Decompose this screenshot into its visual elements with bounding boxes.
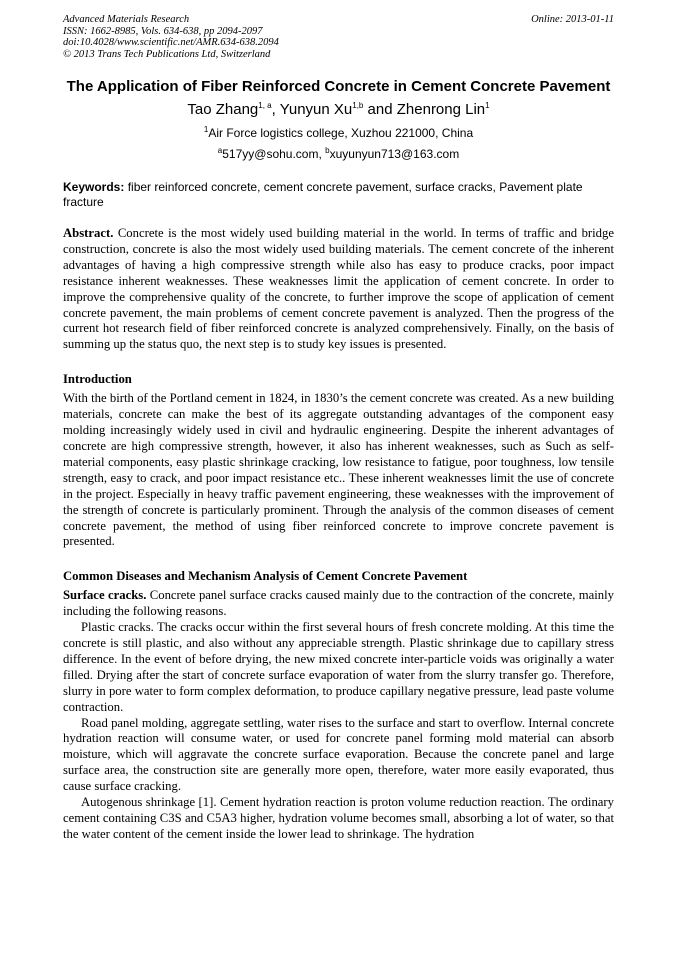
- author-separator: ,: [271, 101, 280, 118]
- affiliation: [63, 125, 614, 141]
- plastic-cracks-paragraph: Plastic cracks. The cracks occur within the first several hours of fresh concrete molding. At this time the concrete is still plastic, and also without any appreciable strength. Plastic shrinkage due to capillary stress difference. In the event of before drying, the new mixed concrete inter-particle voids was originally a water filled. Drying after the start of concrete surface evaporation of water from the slurry transfer go. Therefore, slurry in pore water to form complex deformation, to produce capillary negative pressure, lead paste volume contraction.: [63, 620, 614, 714]
- paper-title: The Application of Fiber Reinforced Concrete in Cement Concrete Pavement: [66, 78, 611, 95]
- keywords-text: fiber reinforced concrete, cement concrete pavement, surface cracks, Pavement plate fracture: [63, 180, 583, 209]
- autogenous-shrinkage-paragraph: Autogenous shrinkage [1]. Cement hydration reaction is proton volume reduction reaction. The ordinary cement containing C3S and C5A3 higher, hydration volume becomes small, absorbing a lot of water, so that the water content of the cement inside the lower lead to shrinkage. The hydration: [63, 795, 614, 841]
- abstract: [63, 226, 614, 353]
- journal-name: Advanced Materials Research: [63, 14, 190, 25]
- author-affil-sup: 1, a: [258, 101, 272, 110]
- keywords: [63, 180, 614, 210]
- affiliation-sup: 1: [203, 125, 209, 134]
- surface-cracks-label: Surface cracks.: [63, 588, 147, 603]
- abstract-label: Abstract.: [63, 226, 114, 240]
- author-name: Yunyun Xu: [279, 101, 353, 118]
- email-sup-a: a: [217, 146, 223, 155]
- email-b: xuyunyun713@163.com: [329, 147, 460, 161]
- section-heading-diseases: Common Diseases and Mechanism Analysis of Cement Concrete Pavement: [63, 569, 468, 584]
- author-affil-sup: 1: [485, 101, 490, 110]
- online-date: Online: 2013-01-11: [531, 14, 614, 25]
- copyright-line: © 2013 Trans Tech Publications Ltd, Switzerland: [63, 48, 271, 60]
- author-emails: [63, 146, 614, 162]
- surface-cracks-paragraph: [63, 588, 614, 620]
- paper-page: [63, 14, 614, 843]
- introduction-heading: Introduction: [63, 372, 132, 387]
- keywords-label: Keywords:: [63, 180, 125, 194]
- road-panel-paragraph: Road panel molding, aggregate settling, water rises to the surface and start to overflow. Internal concrete hydration reaction will consume water, or used for concrete panel forming mold material can absorb moisture, which will aggravate the concrete surface evaporation. Because the concrete panel and large surface area, the construction site are generally more open, therefore, water more easily evaporated, thus cause surface cracking.: [63, 715, 614, 794]
- author-name: Zhenrong Lin: [396, 101, 486, 118]
- email-a: 517yy@sohu.com,: [222, 147, 326, 161]
- author-affil-sup: 1,b: [352, 101, 364, 110]
- author-name: Tao Zhang: [187, 101, 259, 118]
- issn-line: ISSN: 1662-8985, Vols. 634-638, pp 2094-2097: [63, 25, 263, 37]
- email-sup-b: b: [325, 146, 330, 155]
- abstract-text: Concrete is the most widely used building material in the world. In terms of traffic and bridge construction, concrete is also the most widely used building materials. The cement concrete of the inherent advantages of having a high compressive strength while also has easy to produce cracks, poor impact resistance inherent weaknesses. These weaknesses limit the application of cement concrete. In order to improve the comprehensive quality of the concrete, to further improve the scope of application of cement concrete pavement, the main problems of cement concrete pavement is analyzed. Then the progress of the current hot research field of fiber reinforced concrete is analyzed comprehensively. Finally, on the basis of summing up the status quo, the next step is to study key issues is presented.: [63, 226, 614, 352]
- author-line: [63, 100, 614, 120]
- doi-line: doi:10.4028/www.scientific.net/AMR.634-638.2094: [63, 37, 279, 48]
- journal-header: [63, 14, 614, 60]
- introduction-paragraph: With the birth of the Portland cement in 1824, in 1830’s the cement concrete was created. As a new building materials, concrete can make the best of its aggregate outstanding advantages of the component easy molding increasingly widely used in civil and hydraulic engineering. Despite the inherent advantages of concrete are high compressive strength, however, it also has inherent weaknesses, such as Such as self-material components, easy plastic shrinkage cracking, low resistance to fatigue, poor toughness, low tensile strength, easy to crack, and poor impact resistance etc.. These inherent weaknesses limit the use of concrete in the project. Especially in heavy traffic pavement engineering, these weaknesses with the improvement of the strength of concrete is particularly prominent. Through the analysis of the common diseases of cement concrete pavement, the method of using fiber reinforced concrete to improve concrete pavement is presented.: [63, 391, 614, 549]
- affiliation-text: Air Force logistics college, Xuzhou 221000, China: [208, 126, 474, 140]
- surface-cracks-text: Concrete panel surface cracks caused mainly due to the contraction of the concrete, mainly including the following reasons.: [63, 588, 615, 619]
- author-separator: and: [363, 101, 397, 118]
